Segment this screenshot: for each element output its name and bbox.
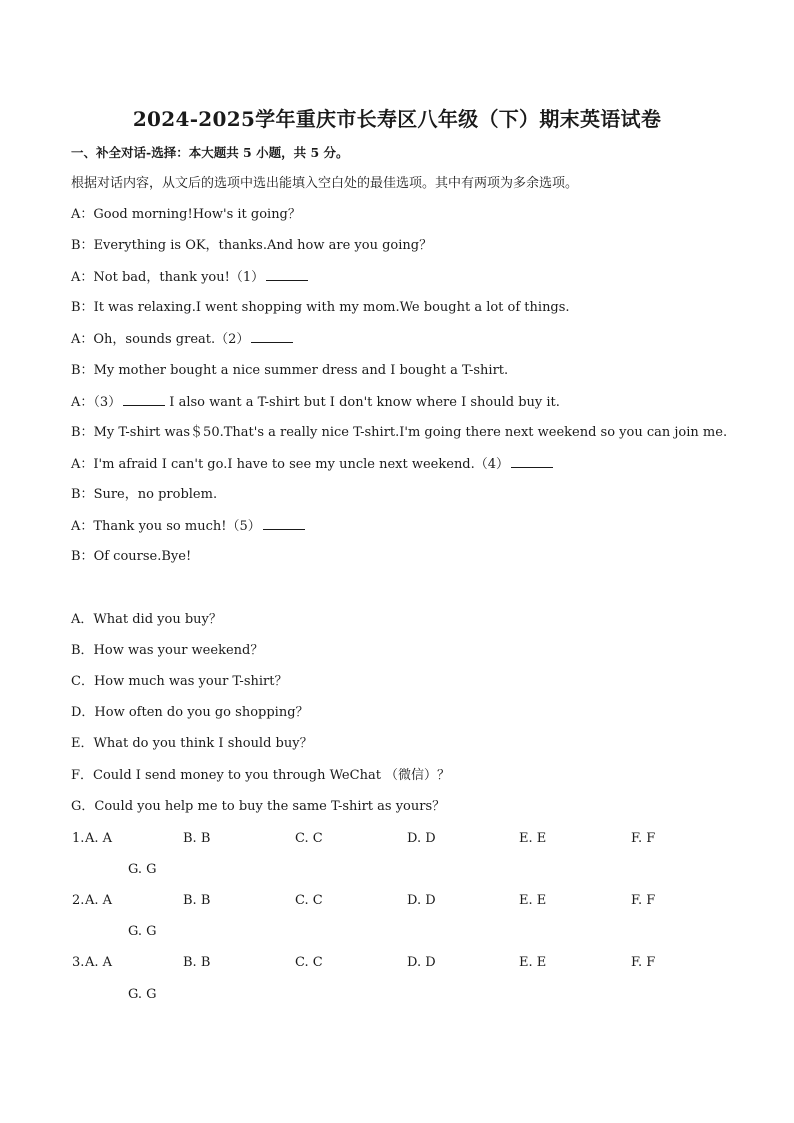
section-instruction: 根据对话内容，从文后的选项中选出能填入空白处的最佳选项。其中有两项为多余选项。 (71, 176, 579, 191)
speaker-label: B： (71, 486, 94, 502)
choice-option[interactable]: D. D (407, 831, 436, 846)
question-number: 2. (72, 893, 85, 909)
dialogue-line (71, 549, 191, 565)
choice-option[interactable]: D. D (407, 893, 436, 909)
dialogue-text: Good morning!How's it going？ (93, 207, 301, 222)
question-number: 3. (72, 955, 85, 971)
dialogue-text: Everything is OK，thanks.And how are you going？ (93, 238, 433, 254)
choice-option[interactable]: F. F (631, 893, 656, 909)
choice-option[interactable]: A. A (85, 893, 113, 909)
dialogue-line (71, 518, 305, 535)
answer-blank[interactable] (511, 456, 553, 468)
question-number: 1. (72, 831, 85, 846)
speaker-label: B： (71, 362, 94, 378)
dialogue-line (71, 269, 308, 286)
answer-blank[interactable] (251, 331, 293, 343)
speaker-label: A： (71, 394, 94, 410)
choice-option[interactable]: E. E (519, 831, 547, 846)
speaker-label: B： (71, 424, 94, 440)
dialogue-text: I'm afraid I can't go.I have to see my uncle next weekend.（4） (93, 456, 510, 472)
dialogue-text: It was relaxing.I went shopping with my mom.We bought a lot of things. (93, 300, 570, 316)
dialogue-text: Oh，sounds great.（2） (93, 332, 250, 348)
question-row (0, 893, 794, 909)
choice-option[interactable]: B. B (183, 893, 211, 909)
choice-option[interactable]: D. D (407, 955, 436, 971)
answer-blank[interactable] (266, 269, 308, 281)
choice-option[interactable]: B. B (183, 831, 211, 846)
question-row (0, 831, 794, 847)
option-item: A．What did you buy？ (71, 612, 222, 627)
question-row (0, 955, 794, 971)
choice-option[interactable]: A. A (85, 831, 113, 846)
choice-option[interactable]: G. G (128, 986, 157, 1002)
question-row-wrap (0, 924, 794, 940)
speaker-label: A： (71, 332, 94, 348)
speaker-label: B： (71, 238, 94, 254)
option-item: E．What do you think I should buy？ (71, 736, 313, 752)
choice-option[interactable]: F. F (631, 831, 656, 846)
option-item: C．How much was your T-shirt？ (71, 674, 288, 690)
dialogue-text: Sure，no problem. (93, 486, 218, 502)
page-title: 2024-2025学年重庆市长寿区八年级（下）期末英语试卷 (132, 107, 662, 131)
choice-option[interactable]: C. C (295, 893, 323, 909)
dialogue-line (71, 487, 217, 503)
choice-option[interactable]: C. C (295, 831, 323, 846)
dialogue-line (71, 300, 570, 316)
dialogue-text: My mother bought a nice summer dress and I bought a T-shirt. (93, 362, 509, 378)
speaker-label: A： (71, 270, 94, 286)
dialogue-line (71, 363, 508, 379)
speaker-label: B： (71, 300, 94, 316)
option-item: F．Could I send money to you through WeChat （微信）？ (71, 767, 451, 783)
choice-option[interactable]: E. E (519, 893, 547, 909)
dialogue-line (71, 331, 293, 348)
answer-blank[interactable] (263, 518, 305, 530)
dialogue-line (71, 456, 553, 473)
choice-option[interactable]: B. B (183, 955, 211, 971)
dialogue-text-after: I also want a T-shirt but I don't know where I should buy it. (165, 394, 560, 410)
choice-option[interactable]: E. E (519, 955, 547, 971)
option-item: G．Could you help me to buy the same T-shirt as yours？ (71, 798, 446, 814)
dialogue-text: Not bad，thank you!（1） (93, 270, 265, 286)
choice-option[interactable]: C. C (295, 955, 323, 971)
dialogue-text: （3） (93, 394, 122, 410)
choice-option[interactable]: F. F (631, 955, 656, 971)
dialogue-line (71, 238, 432, 254)
choice-option[interactable]: G. G (128, 862, 157, 878)
option-item: B．How was your weekend？ (71, 643, 264, 659)
choice-option[interactable]: G. G (128, 924, 157, 940)
dialogue-text: Thank you so much!（5） (93, 519, 261, 534)
question-row-wrap (0, 862, 794, 878)
dialogue-line (71, 207, 301, 223)
answer-blank[interactable] (123, 394, 165, 406)
option-item: D．How often do you go shopping？ (71, 705, 309, 721)
dialogue-line (71, 394, 560, 411)
dialogue-text: My T-shirt was＄50.That's a really nice T-shirt.I'm going there next weekend so you can join me. (93, 424, 728, 440)
dialogue-text: Of course.Bye! (93, 549, 192, 565)
speaker-label: A： (71, 207, 94, 222)
speaker-label: B： (71, 549, 94, 565)
speaker-label: A： (71, 456, 94, 472)
choice-option[interactable]: A. A (85, 955, 113, 971)
speaker-label: A： (71, 519, 94, 534)
dialogue-line (71, 425, 727, 441)
section-heading: 一、补全对话-选择：本大题共 5 小题，共 5 分。 (71, 145, 349, 160)
question-row-wrap (0, 987, 794, 1003)
